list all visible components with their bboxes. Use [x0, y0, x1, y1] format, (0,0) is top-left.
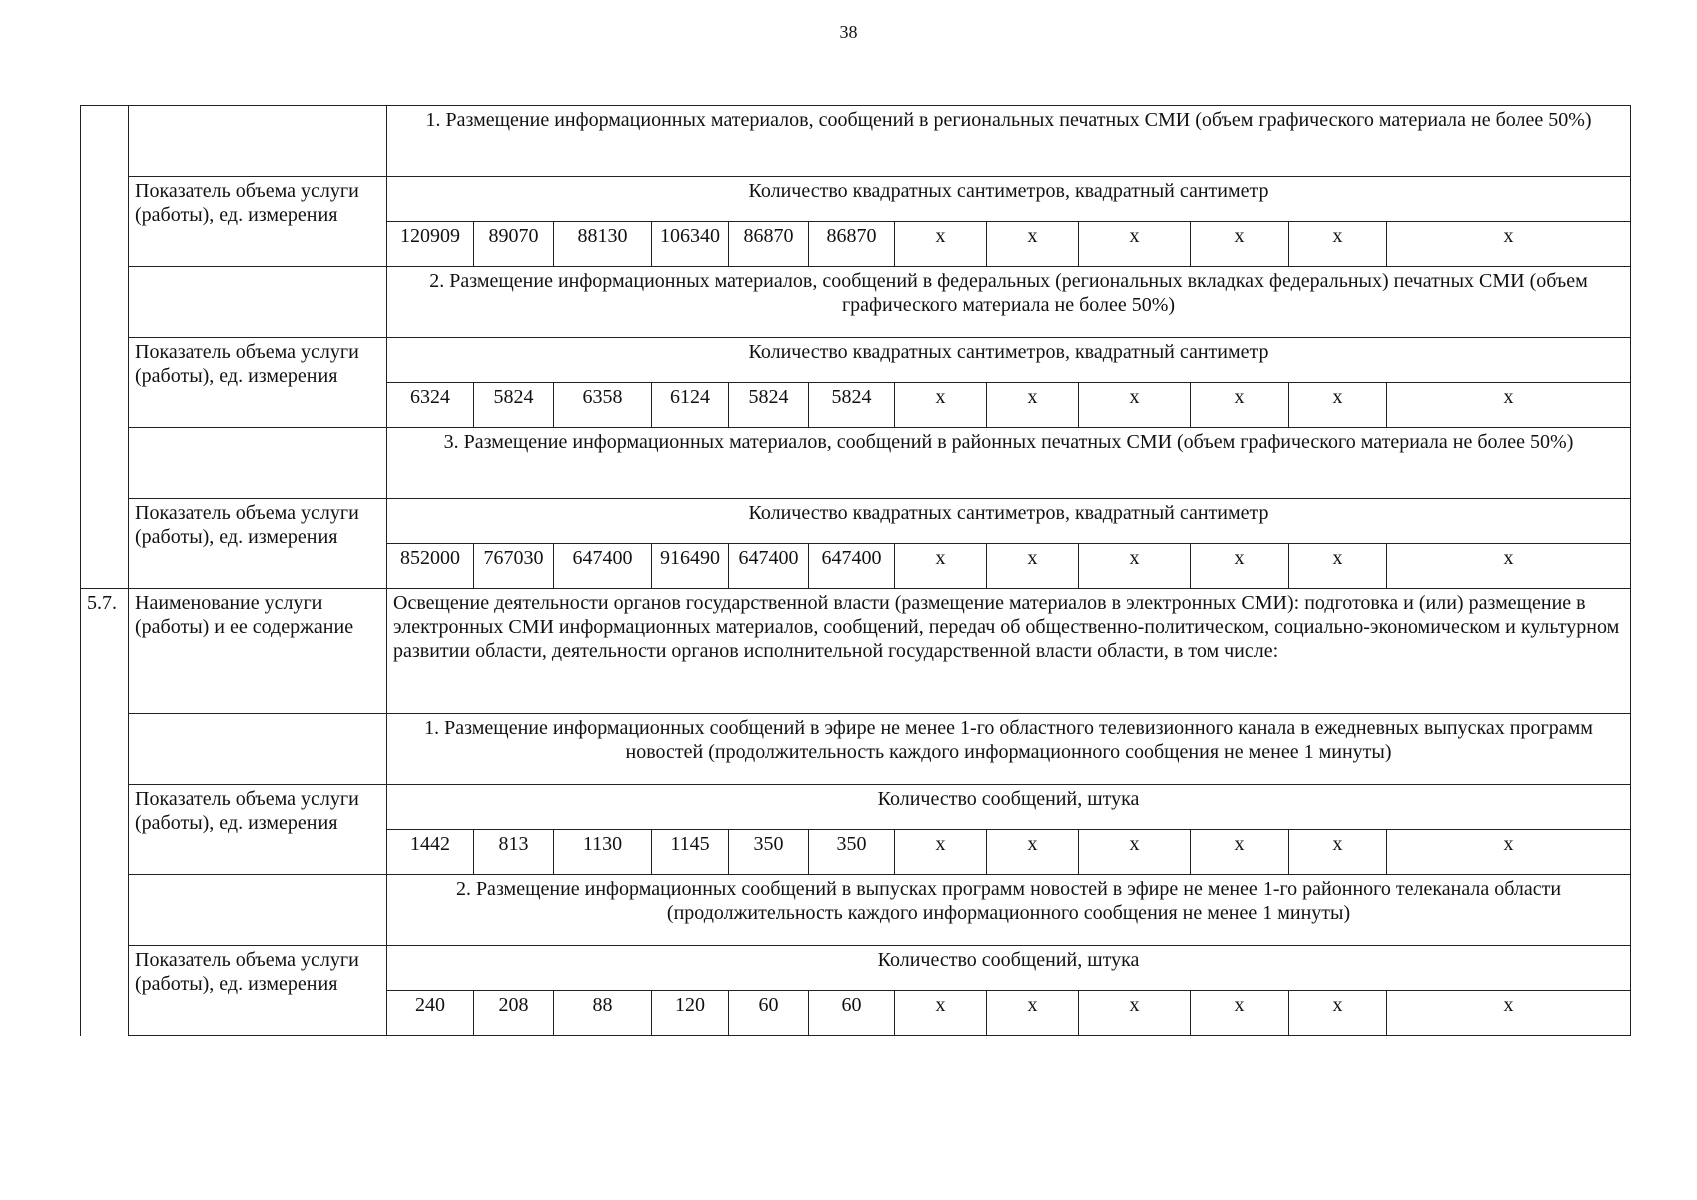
item-number-cell [81, 714, 129, 785]
unit-row [81, 499, 1631, 544]
value-cell: 5824 [474, 383, 554, 428]
value-cell: x [1289, 830, 1387, 875]
section-heading: 2. Размещение информационных сообщений в выпусках программ новостей в эфире не менее 1-го районного телеканала области (продолжительность каждого информационного сообщения не менее 1 минуты) [387, 875, 1631, 946]
section-heading-row [81, 428, 1631, 499]
value-cell: 916490 [652, 544, 729, 589]
value-cell: x [1387, 544, 1631, 589]
value-cell: 208 [474, 991, 554, 1036]
service-volume-table [80, 105, 1631, 1036]
section-heading: 2. Размещение информационных материалов, сообщений в федеральных (региональных вкладках федеральных) печатных СМИ (объем графического материала не более 50%) [387, 267, 1631, 338]
value-cell: x [987, 544, 1079, 589]
value-cell: x [1387, 222, 1631, 267]
value-cell: x [1387, 383, 1631, 428]
value-cell: 1442 [387, 830, 474, 875]
item-number-cell [81, 177, 129, 267]
item-number-cell [81, 267, 129, 338]
value-cell: x [1191, 383, 1289, 428]
value-cell: 5824 [809, 383, 895, 428]
value-cell: x [895, 830, 987, 875]
unit-of-measure: Количество сообщений, штука [387, 785, 1631, 830]
value-cell: x [895, 383, 987, 428]
service-name-label: Наименование услуги (работы) и ее содержание [129, 589, 387, 714]
value-cell: x [895, 991, 987, 1036]
value-cell: 89070 [474, 222, 554, 267]
value-cell: x [1387, 991, 1631, 1036]
indicator-label: Показатель объема услуги (работы), ед. измерения [129, 785, 387, 875]
value-cell: 852000 [387, 544, 474, 589]
empty-label-cell [129, 106, 387, 177]
value-cell: x [895, 544, 987, 589]
value-cell: 86870 [809, 222, 895, 267]
indicator-label: Показатель объема услуги (работы), ед. измерения [129, 946, 387, 1036]
value-cell: 350 [729, 830, 809, 875]
value-cell: x [1079, 991, 1191, 1036]
unit-row [81, 946, 1631, 991]
empty-label-cell [129, 428, 387, 499]
value-cell: 240 [387, 991, 474, 1036]
section-heading: 1. Размещение информационных материалов, сообщений в региональных печатных СМИ (объем графического материала не более 50%) [387, 106, 1631, 177]
item-number-cell [81, 875, 129, 946]
section-heading: 3. Размещение информационных материалов, сообщений в районных печатных СМИ (объем графического материала не более 50%) [387, 428, 1631, 499]
value-cell: 647400 [809, 544, 895, 589]
value-cell: 106340 [652, 222, 729, 267]
value-cell: 6324 [387, 383, 474, 428]
value-cell: x [1387, 830, 1631, 875]
section-heading-row [81, 267, 1631, 338]
item-number-cell [81, 428, 129, 499]
item-number: 5.7. [81, 589, 129, 714]
page-number: 38 [839, 22, 858, 42]
value-cell: 60 [809, 991, 895, 1036]
unit-of-measure: Количество квадратных сантиметров, квадратный сантиметр [387, 338, 1631, 383]
item-number-cell [81, 106, 129, 177]
section-heading-row [81, 714, 1631, 785]
empty-label-cell [129, 875, 387, 946]
unit-row [81, 177, 1631, 222]
empty-label-cell [129, 714, 387, 785]
value-cell: 120909 [387, 222, 474, 267]
value-cell: 1145 [652, 830, 729, 875]
value-cell: 767030 [474, 544, 554, 589]
section-heading: 1. Размещение информационных сообщений в эфире не менее 1-го областного телевизионного канала в ежедневных выпусках программ новостей (продолжительность каждого информационного сообщения не менее 1 минуты) [387, 714, 1631, 785]
unit-of-measure: Количество сообщений, штука [387, 946, 1631, 991]
value-cell: x [1289, 991, 1387, 1036]
value-cell: x [1079, 383, 1191, 428]
value-cell: 86870 [729, 222, 809, 267]
value-cell: x [1079, 222, 1191, 267]
value-cell: 60 [729, 991, 809, 1036]
value-cell: x [1289, 222, 1387, 267]
value-cell: x [1289, 544, 1387, 589]
value-cell: 120 [652, 991, 729, 1036]
value-cell: 647400 [554, 544, 652, 589]
section-heading-row [81, 875, 1631, 946]
value-cell: x [1079, 830, 1191, 875]
indicator-label: Показатель объема услуги (работы), ед. измерения [129, 499, 387, 589]
value-cell: 813 [474, 830, 554, 875]
item-number-cell [81, 499, 129, 589]
unit-row [81, 785, 1631, 830]
value-cell: x [1289, 383, 1387, 428]
empty-label-cell [129, 267, 387, 338]
unit-of-measure: Количество квадратных сантиметров, квадратный сантиметр [387, 499, 1631, 544]
value-cell: x [987, 383, 1079, 428]
value-cell: x [1191, 222, 1289, 267]
value-cell: x [1191, 544, 1289, 589]
value-cell: 6124 [652, 383, 729, 428]
item-number-cell [81, 946, 129, 1036]
value-cell: 350 [809, 830, 895, 875]
value-cell: 88130 [554, 222, 652, 267]
section-heading-row [81, 106, 1631, 177]
indicator-label: Показатель объема услуги (работы), ед. измерения [129, 177, 387, 267]
service-description: Освещение деятельности органов государственной власти (размещение материалов в электронных СМИ): подготовка и (или) размещение в электронных СМИ информационных материалов, сообщений, передач об общественно-политическом, социально-экономическом и культурном развитии области, деятельности органов исполнительной государственной власти области, в том числе: [387, 589, 1631, 714]
item-number-cell [81, 338, 129, 428]
indicator-label: Показатель объема услуги (работы), ед. измерения [129, 338, 387, 428]
value-cell: x [1191, 991, 1289, 1036]
value-cell: x [895, 222, 987, 267]
value-cell: x [1191, 830, 1289, 875]
value-cell: x [987, 830, 1079, 875]
value-cell: x [1079, 544, 1191, 589]
value-cell: x [987, 222, 1079, 267]
service-description-row [81, 589, 1631, 714]
value-cell: x [987, 991, 1079, 1036]
value-cell: 88 [554, 991, 652, 1036]
value-cell: 5824 [729, 383, 809, 428]
value-cell: 647400 [729, 544, 809, 589]
value-cell: 1130 [554, 830, 652, 875]
unit-of-measure: Количество квадратных сантиметров, квадратный сантиметр [387, 177, 1631, 222]
unit-row [81, 338, 1631, 383]
value-cell: 6358 [554, 383, 652, 428]
item-number-cell [81, 785, 129, 875]
